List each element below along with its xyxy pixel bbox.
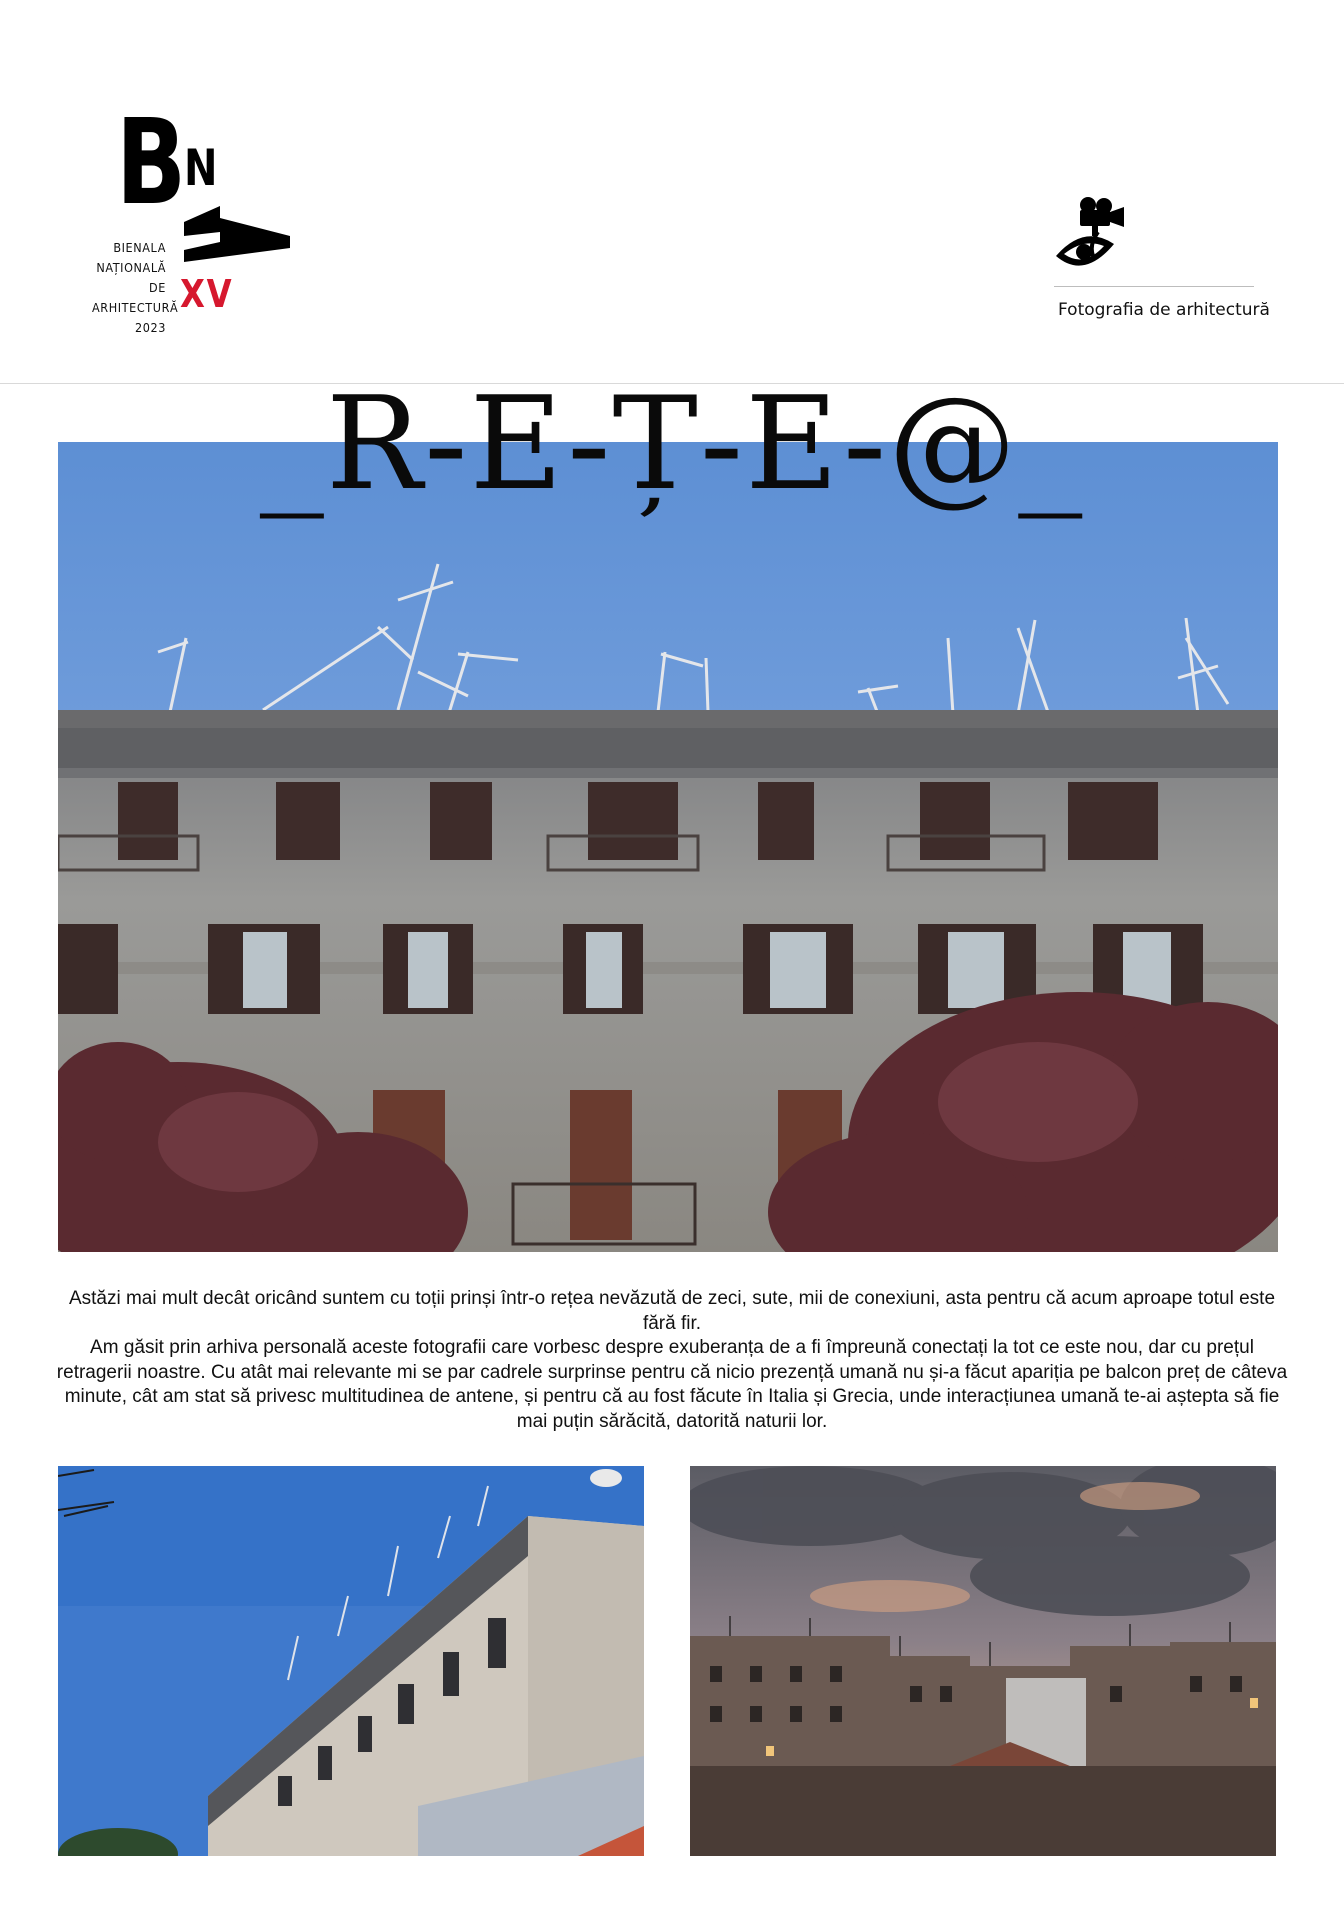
- bna-logo: [92, 93, 292, 352]
- bna-logo-caption: [92, 238, 179, 338]
- bna-edition-number: XV: [180, 272, 234, 316]
- bna-logo-letter-b: B: [116, 93, 184, 231]
- description-paragraph: Am găsit prin arhiva personală aceste fotografii care vorbesc despre exuberanța de a fi împreună conectați la tot ce este nou, dar cu prețul retragerii noastre. Cu atât mai relevante mi se par cadrele surprinse pentru că nicio prezență umană nu și-a făcut apariția pe balcon preț de câteva minute, cât am stat să privesc multitudinea de antene, și pentru că au fost făcute în Italia și Grecia, unde interacțiunea umană te-ai aștepta să fie mai puțin sărăcită, datorită naturii lor.: [56, 1337, 1288, 1432]
- bna-caption-line: NAȚIONALĂ: [96, 260, 166, 275]
- description-paragraph: Astăzi mai mult decât oricând suntem cu toții prinși într-o rețea nevăzută de zeci, sute, mii de conexiuni, asta pentru că acum aproape totul este fără fir.: [68, 1288, 1276, 1334]
- page-title: _R-E-Ț-E-@_: [259, 370, 1085, 519]
- section-logo-label: Fotografia de arhitectură: [1058, 300, 1270, 320]
- section-logo-divider: [1054, 286, 1254, 287]
- bna-caption-line: BIENALA: [113, 240, 166, 255]
- bna-logo-letter-n: N: [184, 139, 218, 197]
- bna-logo-letter-a-shape: [180, 192, 290, 262]
- section-logo: [1054, 196, 1268, 326]
- building-perspective-blue-sky-photo: [58, 1466, 644, 1856]
- rooftops-at-dusk-photo: [690, 1466, 1276, 1856]
- bna-caption-line: ARHITECTURĂ: [92, 300, 179, 315]
- camera-eye-icon: [1054, 196, 1126, 272]
- building-facade-with-antennas-photo: [58, 442, 1278, 1252]
- description-text: [54, 1287, 1290, 1435]
- bna-caption-line: 2023: [134, 320, 166, 335]
- bna-caption-line: DE: [149, 280, 166, 295]
